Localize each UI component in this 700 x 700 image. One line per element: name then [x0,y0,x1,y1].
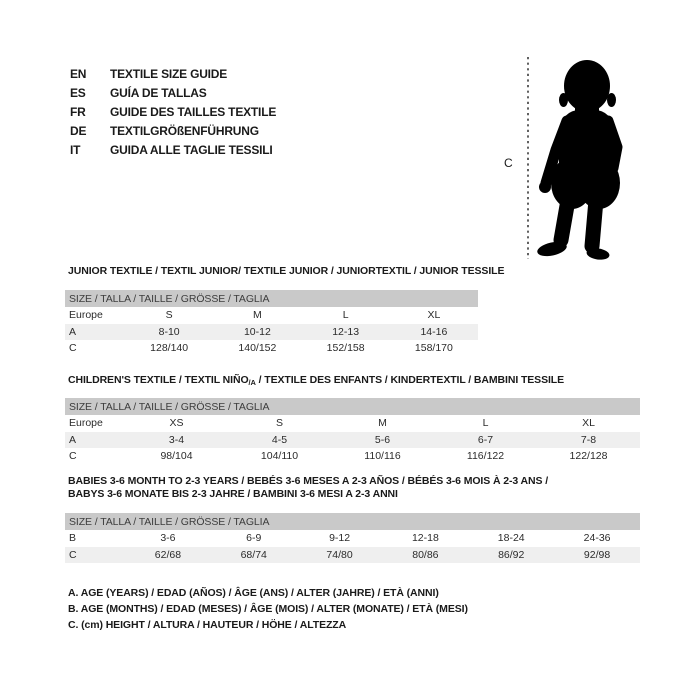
table-cell: 9-12 [329,532,351,545]
baby-silhouette-icon [532,55,632,260]
language-row-de [70,121,276,140]
table-cell: 3-6 [160,532,176,545]
language-code: EN [70,66,87,81]
table-cell: S [275,417,283,430]
row-label: C [69,342,77,355]
language-code: FR [70,104,86,119]
table-cell: XL [582,417,595,430]
language-row-fr [70,102,276,121]
row-label: C [69,548,77,561]
table-cell: 128/140 [150,342,189,355]
babies-textile-title [68,475,608,501]
table-row [65,432,640,449]
table-cell: XS [169,417,184,430]
measure-label-c: C [504,156,513,170]
row-label: Europe [69,417,103,430]
legend-notes [68,585,468,633]
row-label: Europe [69,309,103,322]
note-c-height-cm: C. (cm) HEIGHT / ALTURA / HAUTEUR / HÖHE / ALTEZZA [68,619,347,631]
table-cell: L [482,417,489,430]
table-cell: 92/98 [583,548,611,561]
title-subscript: /A [248,378,256,387]
row-label: A [69,433,77,446]
language-code: IT [70,142,81,157]
table-row [65,324,478,341]
table-cell: 3-4 [168,433,185,446]
childrens-textile-title [68,374,564,389]
table-cell: 122/128 [569,450,608,463]
language-code: ES [70,85,86,100]
table-cell: L [342,309,349,322]
junior-textile-title: JUNIOR TEXTILE / TEXTIL JUNIOR/ TEXTILE JUNIOR / JUNIORTEXTIL / JUNIOR TESSILE [68,265,505,277]
table-cell: 8-10 [158,325,180,338]
table-cell: 5-6 [374,433,391,446]
row-label: C [69,450,77,463]
table-cell: 12-18 [411,532,439,545]
table-row [65,340,478,357]
table-cell: 116/122 [466,450,505,463]
table-cell: 152/158 [326,342,365,355]
table-cell: 104/110 [260,450,299,463]
table-cell: 7-8 [580,433,597,446]
table-cell: 86/92 [498,548,525,561]
table-cell: 24-36 [583,532,611,545]
table-row [65,307,478,324]
table-cell: 6-7 [477,433,494,446]
title-line-1: BABIES 3-6 MONTH TO 2-3 YEARS / BEBÉS 3-6 MESES A 2-3 AÑOS / BÉBÉS 3-6 MOIS À 2-3 ANS / [68,475,549,487]
title-text: CHILDREN'S TEXTILE / TEXTIL NIÑO [68,374,249,386]
language-label: GUÍA DE TALLAS [110,85,207,100]
table-cell: 10-12 [243,325,271,338]
size-header-row: SIZE / TALLA / TAILLE / GRÖSSE / TAGLIA [65,398,640,415]
language-list [70,64,276,159]
junior-textile-table [65,290,478,357]
table-cell: S [165,309,173,322]
size-header-row: SIZE / TALLA / TAILLE / GRÖSSE / TAGLIA [65,290,478,307]
title-line-2: BABYS 3-6 MONATE BIS 2-3 JAHRE / BAMBINI 3-6 MESI A 2-3 ANNI [68,488,398,500]
table-cell: 12-13 [332,325,360,338]
table-cell: M [378,417,387,430]
language-row-it [70,140,276,159]
row-label: A [69,325,77,338]
table-cell: 68/74 [240,548,267,561]
height-measure-dotted-line [526,57,530,259]
row-label: B [69,532,77,545]
language-label: GUIDA ALLE TAGLIE TESSILI [110,142,273,157]
table-cell: 98/104 [160,450,193,463]
title-text: / TEXTILE DES ENFANTS / KINDERTEXTIL / BAMBINI TESSILE [255,374,565,386]
table-cell: 6-9 [246,532,262,545]
table-cell: M [253,309,262,322]
language-row-en [70,64,276,83]
language-label: TEXTILE SIZE GUIDE [110,66,228,81]
note-a-age-years: A. AGE (YEARS) / EDAD (AÑOS) / ÂGE (ANS) / ALTER (JAHRE) / ETÀ (ANNI) [68,587,439,599]
baby-figure-area [495,50,640,265]
table-cell: 62/68 [154,548,182,561]
language-row-es [70,83,276,102]
table-row [65,415,640,432]
note-b-age-months: B. AGE (MONTHS) / EDAD (MESES) / ÂGE (MOIS) / ALTER (MONATE) / ETÀ (MESI) [68,603,468,615]
language-label: TEXTILGRÖßENFÜHRUNG [110,123,259,138]
table-cell: 4-5 [271,433,288,446]
table-row [65,530,640,547]
table-cell: 14-16 [420,325,448,338]
size-header-row: SIZE / TALLA / TAILLE / GRÖSSE / TAGLIA [65,513,640,530]
table-cell: XL [427,309,441,322]
language-code: DE [70,123,87,138]
table-cell: 110/116 [364,450,401,463]
table-cell: 158/170 [414,342,453,355]
table-row [65,448,640,465]
babies-textile-table [65,513,640,563]
table-cell: 80/86 [412,548,439,561]
table-cell: 140/152 [238,342,277,355]
language-label: GUIDE DES TAILLES TEXTILE [110,104,277,119]
table-cell: 74/80 [326,548,353,561]
childrens-textile-table [65,398,640,465]
table-cell: 18-24 [497,532,525,545]
table-row [65,547,640,564]
